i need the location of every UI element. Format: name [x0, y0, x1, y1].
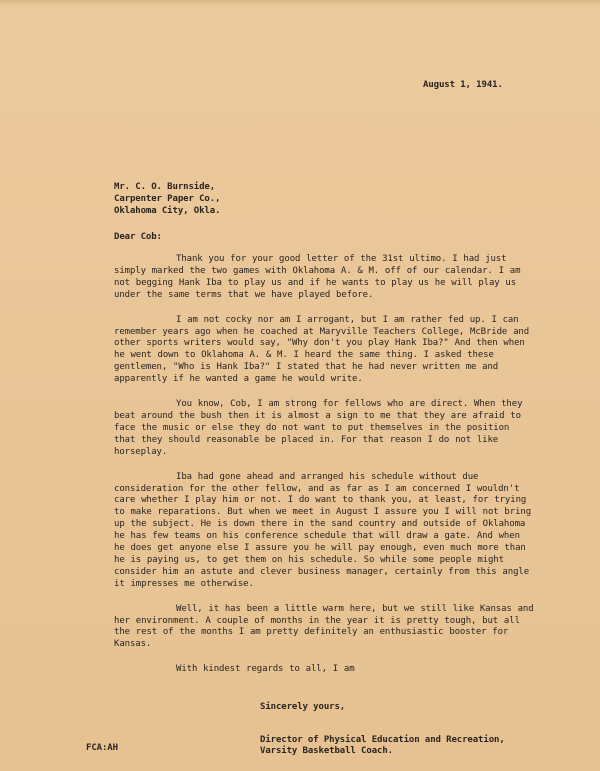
recipient-address	[114, 181, 220, 217]
paragraph-4: Iba had gone ahead and arranged his schedule without due consideration for the other fellow, and as far as I am concerned I wouldn't care whether I play him or not. I do want to thank you, at least, for trying to make reparations. But when we meet in August I assure you I will not bring up the subject. He is down there in the sand country and outside of Oklahoma he has few teams on his conference schedule that will draw a gate. And when he does get anyone else I assure you he will pay enough, even much more than he is paying us, to get them on his schedule. So while some people might consider him an astute and clever business manager, certainly from this angle it impresses me otherwise.	[114, 471, 532, 589]
signature-title-2: Varsity Basketball Coach.	[260, 746, 393, 756]
closing: Sincerely yours,	[260, 702, 346, 712]
paragraph-2: I am not cocky nor am I arrogant, but I am rather fed up. I can remember years ago when he coached at Maryville Teachers College, McBride and other sports writers would say, "Why don't you play Hank Iba?" And then when he went down to Oklahoma A. & M. I heard the same thing. I asked these gentlemen, "Who is Hank Iba?" I stated that he had never written me and apparently if he wanted a game he would write.	[114, 314, 530, 385]
signature-block	[260, 735, 505, 757]
recipient-company: Carpenter Paper Co.,	[114, 194, 221, 204]
recipient-city: Oklahoma City, Okla.	[114, 206, 221, 216]
paragraph-regards: With kindest regards to all, I am	[176, 664, 355, 675]
salutation: Dear Cob:	[114, 232, 162, 242]
letter-date: August 1, 1941.	[423, 80, 503, 90]
paper-edge-shadow	[0, 0, 600, 6]
typist-initials: FCA:AH	[86, 743, 118, 753]
recipient-name: Mr. C. O. Burnside,	[114, 182, 216, 192]
paragraph-5: Well, it has been a little warm here, but we still like Kansas and her environment. A couple of months in the year it is pretty tough, but all the rest of the months I am pretty definitely an enthusiastic booster for Kansas.	[114, 603, 534, 650]
letter-body	[114, 254, 534, 696]
signature-title-1: Director of Physical Education and Recreation,	[260, 735, 505, 745]
paragraph-3: You know, Cob, I am strong for fellows who are direct. When they beat around the bush then it is almost a sign to me that they are afraid to face the music or else they do not want to put themselves in the position that they should reasonable be placed in. For that reason I do not like horseplay.	[114, 399, 523, 457]
paragraph-1: Thank you for your good letter of the 31st ultimo. I had just simply marked the two games with Oklahoma A. & M. off of our calendar. I am not begging Hank Iba to play us and if he wants to play us he will play us under the same terms that we have played before.	[114, 254, 521, 300]
